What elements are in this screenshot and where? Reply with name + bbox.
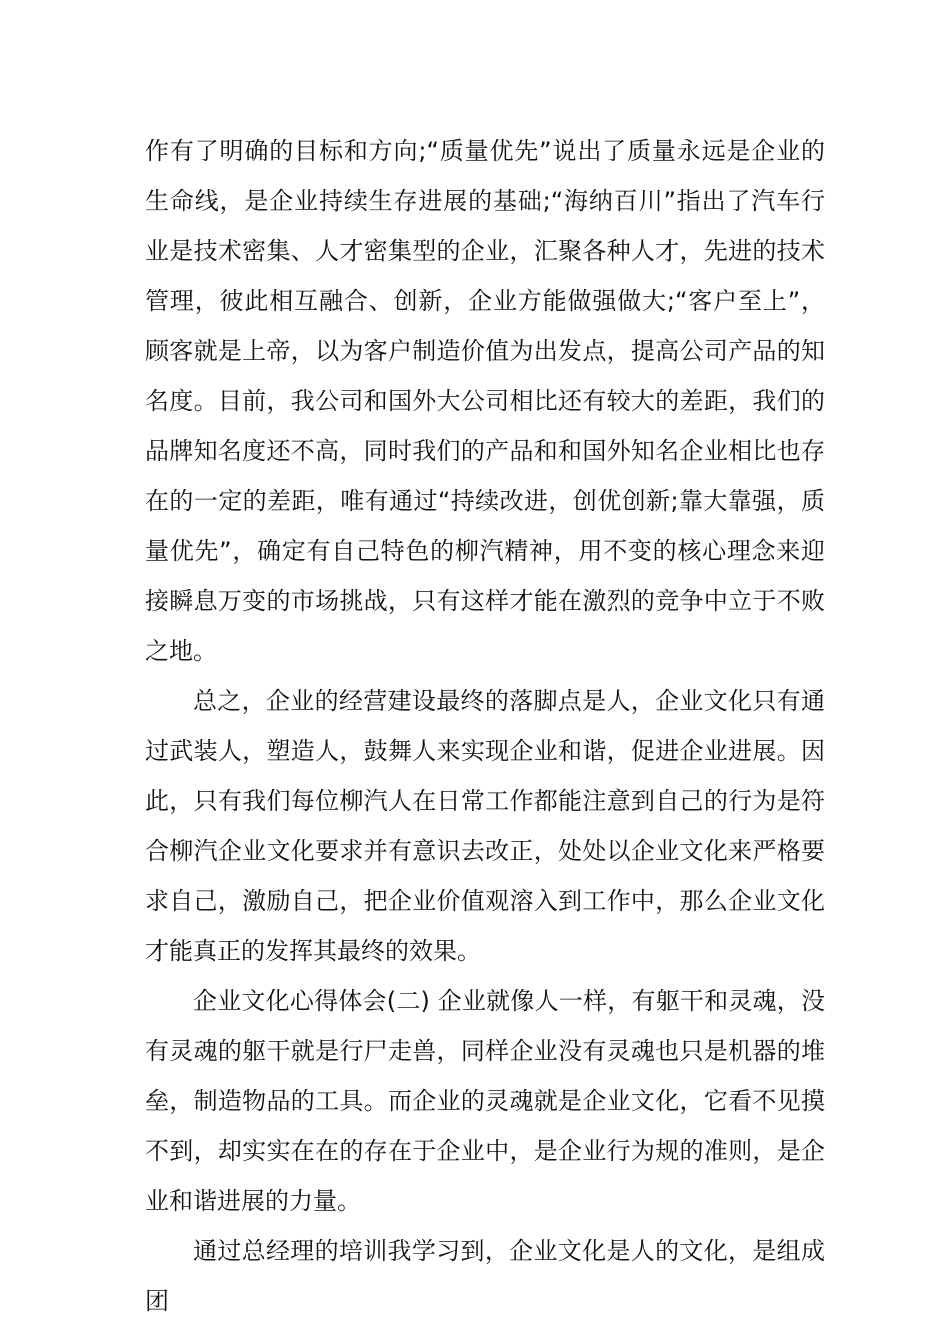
- paragraph-4: 通过总经理的培训我学习到，企业文化是人的文化，是组成团: [145, 1237, 825, 1315]
- paragraph-3: 企业文化心得体会(二) 企业就像人一样，有躯干和灵魂，没有灵魂的躯干就是行尸走兽，同样企业没有灵魂也只是机器的堆垒，制造物品的工具。而企业的灵魂就是企业文化，它看不见摸不到，却实实在在的存在于企业中，是企业行为规的准则，是企业和谐进展的力量。: [145, 987, 825, 1215]
- paragraph-1: 作有了明确的目标和方向;“质量优先”说出了质量永远是企业的生命线，是企业持续生存进展的基础;“海纳百川”指出了汽车行业是技术密集、人才密集型的企业，汇聚各种人才，先进的技术管理，彼此相互融合、创新，企业方能做强做大;“客户至上”，顾客就是上帝，以为客户制造价值为出发点，提高公司产品的知名度。目前，我公司和国外大公司相比还有较大的差距，我们的品牌知名度还不高，同时我们的产品和和国外知名企业相比也存在的一定的差距，唯有通过“持续改进，创优创新;靠大靠强，质量优先”，确定有自己特色的柳汽精神，用不变的核心理念来迎接瞬息万变的市场挑战，只有这样才能在激烈的竞争中立于不败之地。: [145, 137, 825, 665]
- paragraph-2: 总之，企业的经营建设最终的落脚点是人，企业文化只有通过武装人，塑造人，鼓舞人来实现企业和谐，促进企业进展。因此，只有我们每位柳汽人在日常工作都能注意到自己的行为是符合柳汽企业文化要求并有意识去改正，处处以企业文化来严格要求自己，激励自己，把企业价值观溶入到工作中，那么企业文化才能真正的发挥其最终的效果。: [145, 687, 825, 965]
- document-body: [145, 126, 825, 1326]
